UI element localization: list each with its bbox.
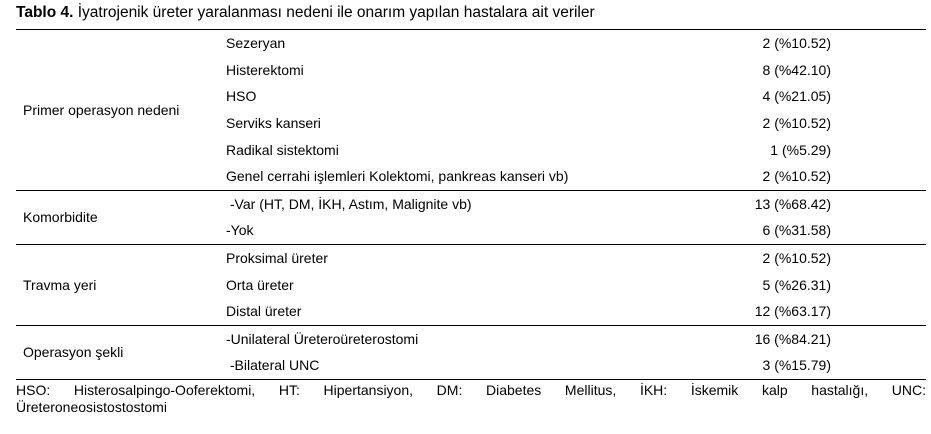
row-value: 1 (%5.29) <box>770 141 831 158</box>
row-item: -Yok <box>226 222 254 239</box>
row-value: 2 (%10.52) <box>762 115 831 132</box>
row-value: 12 (%63.17) <box>754 303 831 320</box>
row-item: Histerektomi <box>226 61 304 78</box>
table-row <box>226 83 926 110</box>
row-item: -Bilateral UNC <box>226 357 320 374</box>
row-value: 2 (%10.52) <box>762 35 831 52</box>
row-value: 16 (%84.21) <box>754 330 831 347</box>
table-number: Tablo 4. <box>16 4 74 21</box>
group-label: Travma yeri <box>23 276 97 293</box>
row-value: 13 (%68.42) <box>754 195 831 212</box>
row-item: -Unilateral Üreteroüreterostomi <box>226 330 419 347</box>
table-row <box>226 136 926 163</box>
table-row <box>226 217 926 244</box>
footnote-line: Üreteroneosistostostomi <box>16 399 167 415</box>
row-value: 2 (%10.52) <box>762 250 831 267</box>
group-travma-yeri <box>16 244 926 325</box>
row-item: Genel cerrahi işlemleri Kolektomi, pankreas kanseri vb) <box>226 168 569 185</box>
row-item: -Var (HT, DM, İKH, Astım, Malignite vb) <box>226 195 472 212</box>
group-operasyon-sekli <box>16 325 926 380</box>
table-row <box>226 326 926 353</box>
table-row <box>226 298 926 325</box>
table-row <box>226 110 926 137</box>
row-value: 4 (%21.05) <box>762 88 831 105</box>
row-item: HSO <box>226 88 257 105</box>
row-item: Distal üreter <box>226 303 302 320</box>
group-primer-operasyon <box>16 29 926 190</box>
row-value: 5 (%26.31) <box>762 276 831 293</box>
row-value: 2 (%10.52) <box>762 168 831 185</box>
row-value: 8 (%42.10) <box>762 61 831 78</box>
table-row <box>226 352 926 379</box>
row-item: Radikal sistektomi <box>226 141 339 158</box>
table-title: İyatrojenik üreter yaralanması nedeni ile onarım yapılan hastalara ait veriler <box>77 4 595 21</box>
footnote-line: HSO: Histerosalpingo-Ooferektomi, HT: Hipertansiyon, DM: Diabetes Mellitus, İKH: İskemik kalp hastalığı, UNC: <box>16 382 926 398</box>
table-row <box>226 57 926 84</box>
row-value: 6 (%31.58) <box>762 222 831 239</box>
table-row <box>226 191 926 218</box>
table-row <box>226 30 926 57</box>
table-caption <box>16 4 595 22</box>
table-row <box>226 245 926 272</box>
row-item: Orta üreter <box>226 276 294 293</box>
data-table <box>16 29 926 380</box>
group-label: Primer operasyon nedeni <box>23 101 180 118</box>
row-item: Proksimal üreter <box>226 250 328 267</box>
row-item: Sezeryan <box>226 35 286 52</box>
table-row <box>226 271 926 298</box>
row-item: Serviks kanseri <box>226 115 321 132</box>
group-label: Komorbidite <box>23 209 98 226</box>
group-label: Operasyon şekli <box>23 344 124 361</box>
row-value: 3 (%15.79) <box>762 357 831 374</box>
table-footnote <box>16 382 926 416</box>
group-komorbidite <box>16 190 926 244</box>
table-row <box>226 163 926 190</box>
